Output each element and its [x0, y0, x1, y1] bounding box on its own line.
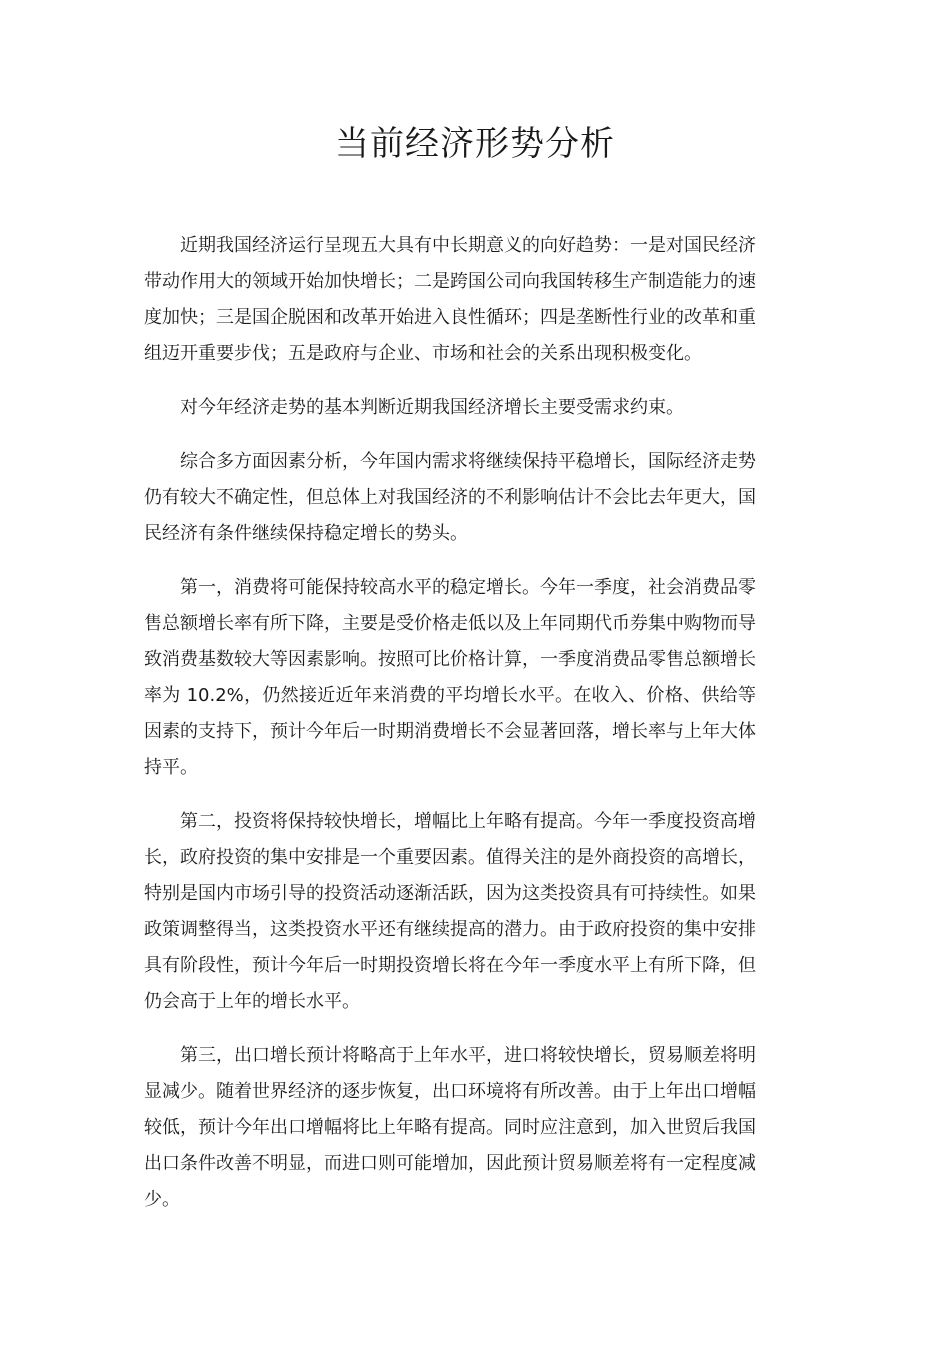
paragraph-intro: 近期我国经济运行呈现五大具有中长期意义的向好趋势：一是对国民经济带动作用大的领域开始加快增长；二是跨国公司向我国转移生产制造能力的速度加快；三是国企脱困和改革开始进入良性循环；四是垄断性行业的改革和重组迈开重要步伐；五是政府与企业、市场和社会的关系出现积极变化。 [144, 235, 756, 364]
document-body [144, 228, 756, 1236]
paragraph-consumption: 第一，消费将可能保持较高水平的稳定增长。今年一季度，社会消费品零售总额增长率有所下降，主要是受价格走低以及上年同期代币券集中购物而导致消费基数较大等因素影响。按照可比价格计算，一季度消费品零售总额增长率为 10.2%，仍然接近近年来消费的平均增长水平。在收入、价格、供给等因素的支持下，预计今年后一时期消费增长不会显著回落，增长率与上年大体持平。 [144, 577, 756, 778]
document-title: 当前经济形势分析 [335, 124, 615, 164]
paragraph-investment: 第二，投资将保持较快增长，增幅比上年略有提高。今年一季度投资高增长，政府投资的集中安排是一个重要因素。值得关注的是外商投资的高增长，特别是国内市场引导的投资活动逐渐活跃，因为这类投资具有可持续性。如果政策调整得当，这类投资水平还有继续提高的潜力。由于政府投资的集中安排具有阶段性，预计今年后一时期投资增长将在今年一季度水平上有所下降，但仍会高于上年的增长水平。 [144, 811, 756, 1012]
paragraph-judgment: 对今年经济走势的基本判断近期我国经济增长主要受需求约束。 [180, 397, 684, 418]
paragraph-trade: 第三，出口增长预计将略高于上年水平，进口将较快增长，贸易顺差将明显减少。随着世界经济的逐步恢复，出口环境将有所改善。由于上年出口增幅较低，预计今年出口增幅将比上年略有提高。同时应注意到，加入世贸后我国出口条件改善不明显，而进口则可能增加，因此预计贸易顺差将有一定程度减少。 [144, 1045, 756, 1210]
paragraph-overall-analysis: 综合多方面因素分析，今年国内需求将继续保持平稳增长，国际经济走势仍有较大不确定性，但总体上对我国经济的不利影响估计不会比去年更大，国民经济有条件继续保持稳定增长的势头。 [144, 451, 756, 544]
